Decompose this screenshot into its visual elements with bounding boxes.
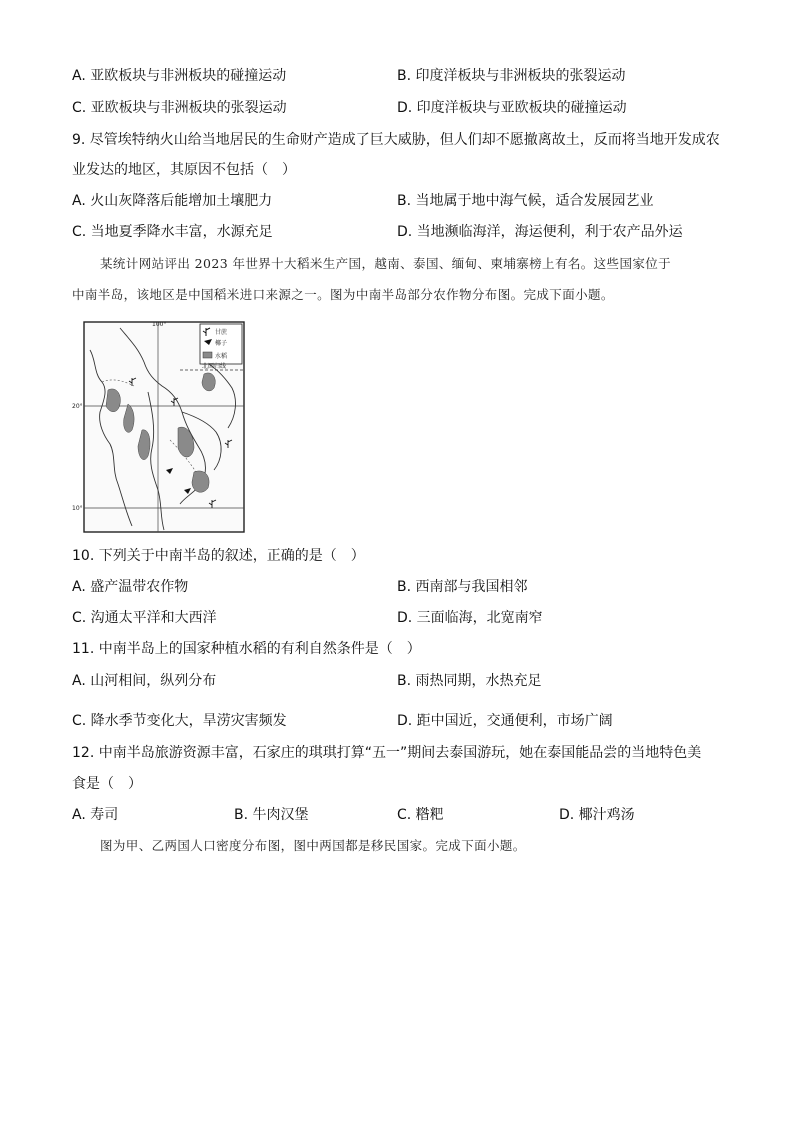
q12-option-b: B. 牛肉汉堡	[234, 807, 309, 823]
map-legend-sugarcane: 甘蔗	[215, 329, 228, 336]
q8-option-c: C. 亚欧板块与非洲板块的张裂运动	[72, 100, 287, 116]
q10-option-a: A. 盛产温带农作物	[72, 579, 189, 595]
q10-stem: 10. 下列关于中南半岛的叙述，正确的是（ ）	[72, 548, 365, 564]
q9-option-a: A. 火山灰降落后能增加土壤肥力	[72, 193, 273, 209]
map-tropic-label: 北回归线	[202, 363, 227, 370]
map-legend-coconut: 椰子	[215, 340, 228, 347]
map-lat-20-label: 20°	[72, 403, 83, 410]
q9-option-b: B. 当地属于地中海气候，适合发展园艺业	[397, 193, 654, 209]
passage1-line1: 某统计网站评出 2023 年世界十大稻米生产国，越南、泰国、缅甸、柬埔寨榜上有名。这些国家位于	[100, 256, 672, 271]
q10-option-c: C. 沟通太平洋和大西洋	[72, 610, 217, 626]
passage1-line2: 中南半岛，该地区是中国稻米进口来源之一。图为中南半岛部分农作物分布图。完成下面小题。	[72, 287, 614, 302]
map-lat-10-label: 10°	[72, 505, 83, 512]
indochina-crop-map	[72, 320, 246, 534]
q8-option-a: A. 亚欧板块与非洲板块的碰撞运动	[72, 68, 287, 84]
q11-option-b: B. 雨热同期，水热充足	[397, 673, 542, 689]
q12-option-a: A. 寿司	[72, 807, 119, 823]
q8-option-b: B. 印度洋板块与非洲板块的张裂运动	[397, 68, 626, 84]
q8-option-d: D. 印度洋板块与亚欧板块的碰撞运动	[397, 100, 627, 116]
q11-option-c: C. 降水季节变化大，旱涝灾害频发	[72, 713, 287, 729]
map-legend-rice: 水稻	[215, 353, 228, 360]
q12-option-d: D. 椰汁鸡汤	[559, 807, 635, 823]
q11-stem: 11. 中南半岛上的国家种植水稻的有利自然条件是（ ）	[72, 641, 421, 657]
q11-option-d: D. 距中国近，交通便利，市场广阔	[397, 713, 613, 729]
q9-stem-line1: 9. 尽管埃特纳火山给当地居民的生命财产造成了巨大威胁，但人们却不愿撤离故土，反而将当地开发成农	[72, 132, 720, 148]
q11-option-a: A. 山河相间，纵列分布	[72, 673, 217, 689]
q10-option-d: D. 三面临海，北宽南窄	[397, 610, 543, 626]
q9-stem-line2: 业发达的地区，其原因不包括（ ）	[72, 162, 296, 178]
q12-stem-line1: 12. 中南半岛旅游资源丰富，石家庄的琪琪打算“五一”期间去泰国游玩，她在泰国能品尝的当地特色美	[72, 745, 702, 761]
q12-stem-line2: 食是（ ）	[72, 776, 142, 792]
map-lon-100-label: 100°	[152, 321, 167, 328]
q10-option-b: B. 西南部与我国相邻	[397, 579, 528, 595]
passage2-line1: 图为甲、乙两国人口密度分布图，图中两国都是移民国家。完成下面小题。	[100, 838, 526, 853]
q9-option-d: D. 当地濒临海洋，海运便利，利于农产品外运	[397, 224, 683, 240]
q12-option-c: C. 糌粑	[397, 807, 444, 823]
q9-option-c: C. 当地夏季降水丰富，水源充足	[72, 224, 273, 240]
